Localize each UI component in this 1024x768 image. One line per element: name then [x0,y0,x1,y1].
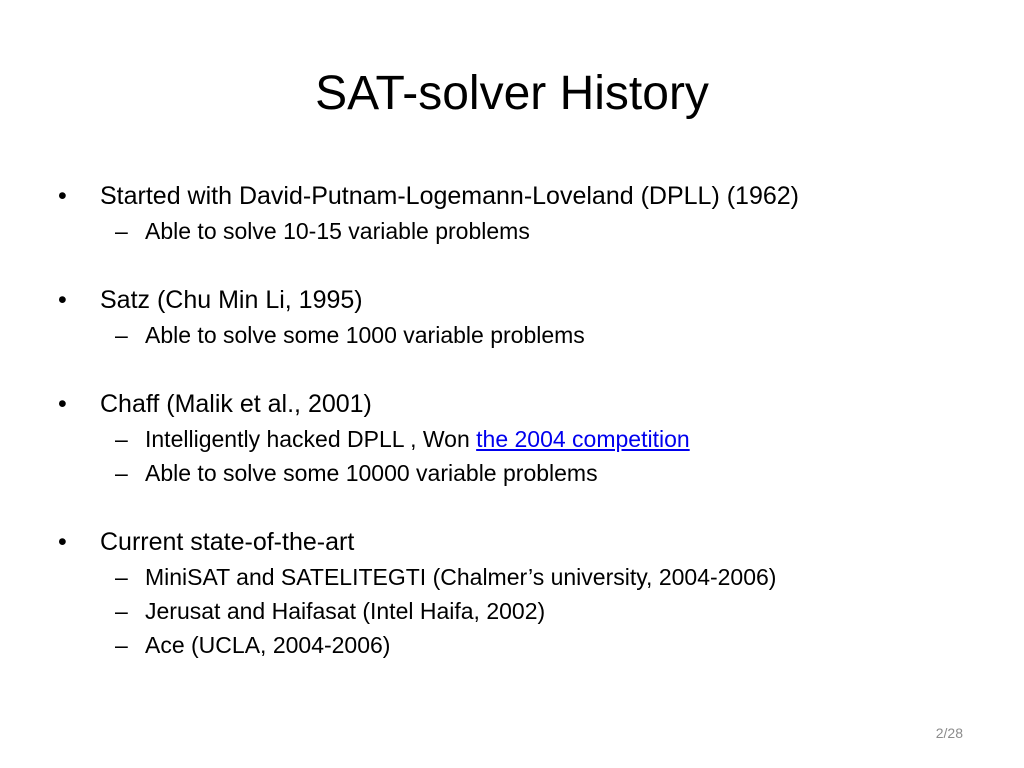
sub-item [58,318,978,352]
bullet-mark: • [58,182,67,210]
dash-mark: – [115,598,128,624]
sub-item [58,628,978,662]
sub-item [58,214,978,248]
sub-item-text: Jerusat and Haifasat (Intel Haifa, 2002) [145,598,546,624]
sub-item [58,560,978,594]
bullet-group-satz [58,282,978,352]
bullet-mark: • [58,528,67,556]
bullet-item [58,178,978,214]
sub-item [58,422,978,456]
sub-item-text: Intelligently hacked DPLL , Won [145,426,477,452]
bullet-group-chaff [58,386,978,490]
sub-item-text: MiniSAT and SATELITEGTI (Chalmer’s university, 2004-2006) [145,564,777,590]
bullet-text: Started with David-Putnam-Logemann-Loveland (DPLL) (1962) [100,182,799,210]
bullet-item [58,282,978,318]
sub-item [58,594,978,628]
sub-item-text: Able to solve some 10000 variable problems [145,460,598,486]
dash-mark: – [115,322,128,348]
dash-mark: – [115,426,128,452]
slide-title: SAT-solver History [315,67,709,120]
dash-mark: – [115,460,128,486]
dash-mark: – [115,218,128,244]
bullet-mark: • [58,390,67,418]
bullet-group-current [58,524,978,662]
sub-item [58,456,978,490]
dash-mark: – [115,632,128,658]
page-number: 2/28 [935,725,963,741]
bullet-group-dpll [58,178,978,248]
bullet-item [58,386,978,422]
slide-content [58,178,978,696]
bullet-text: Current state-of-the-art [100,528,355,556]
competition-link[interactable]: the 2004 competition [476,426,690,452]
bullet-text: Chaff (Malik et al., 2001) [100,390,372,418]
bullet-text: Satz (Chu Min Li, 1995) [100,286,363,314]
sub-item-text: Able to solve some 1000 variable problems [145,322,585,348]
bullet-item [58,524,978,560]
bullet-mark: • [58,286,67,314]
dash-mark: – [115,564,128,590]
sub-item-text: Ace (UCLA, 2004-2006) [145,632,391,658]
sub-item-text: Able to solve 10-15 variable problems [145,218,530,244]
